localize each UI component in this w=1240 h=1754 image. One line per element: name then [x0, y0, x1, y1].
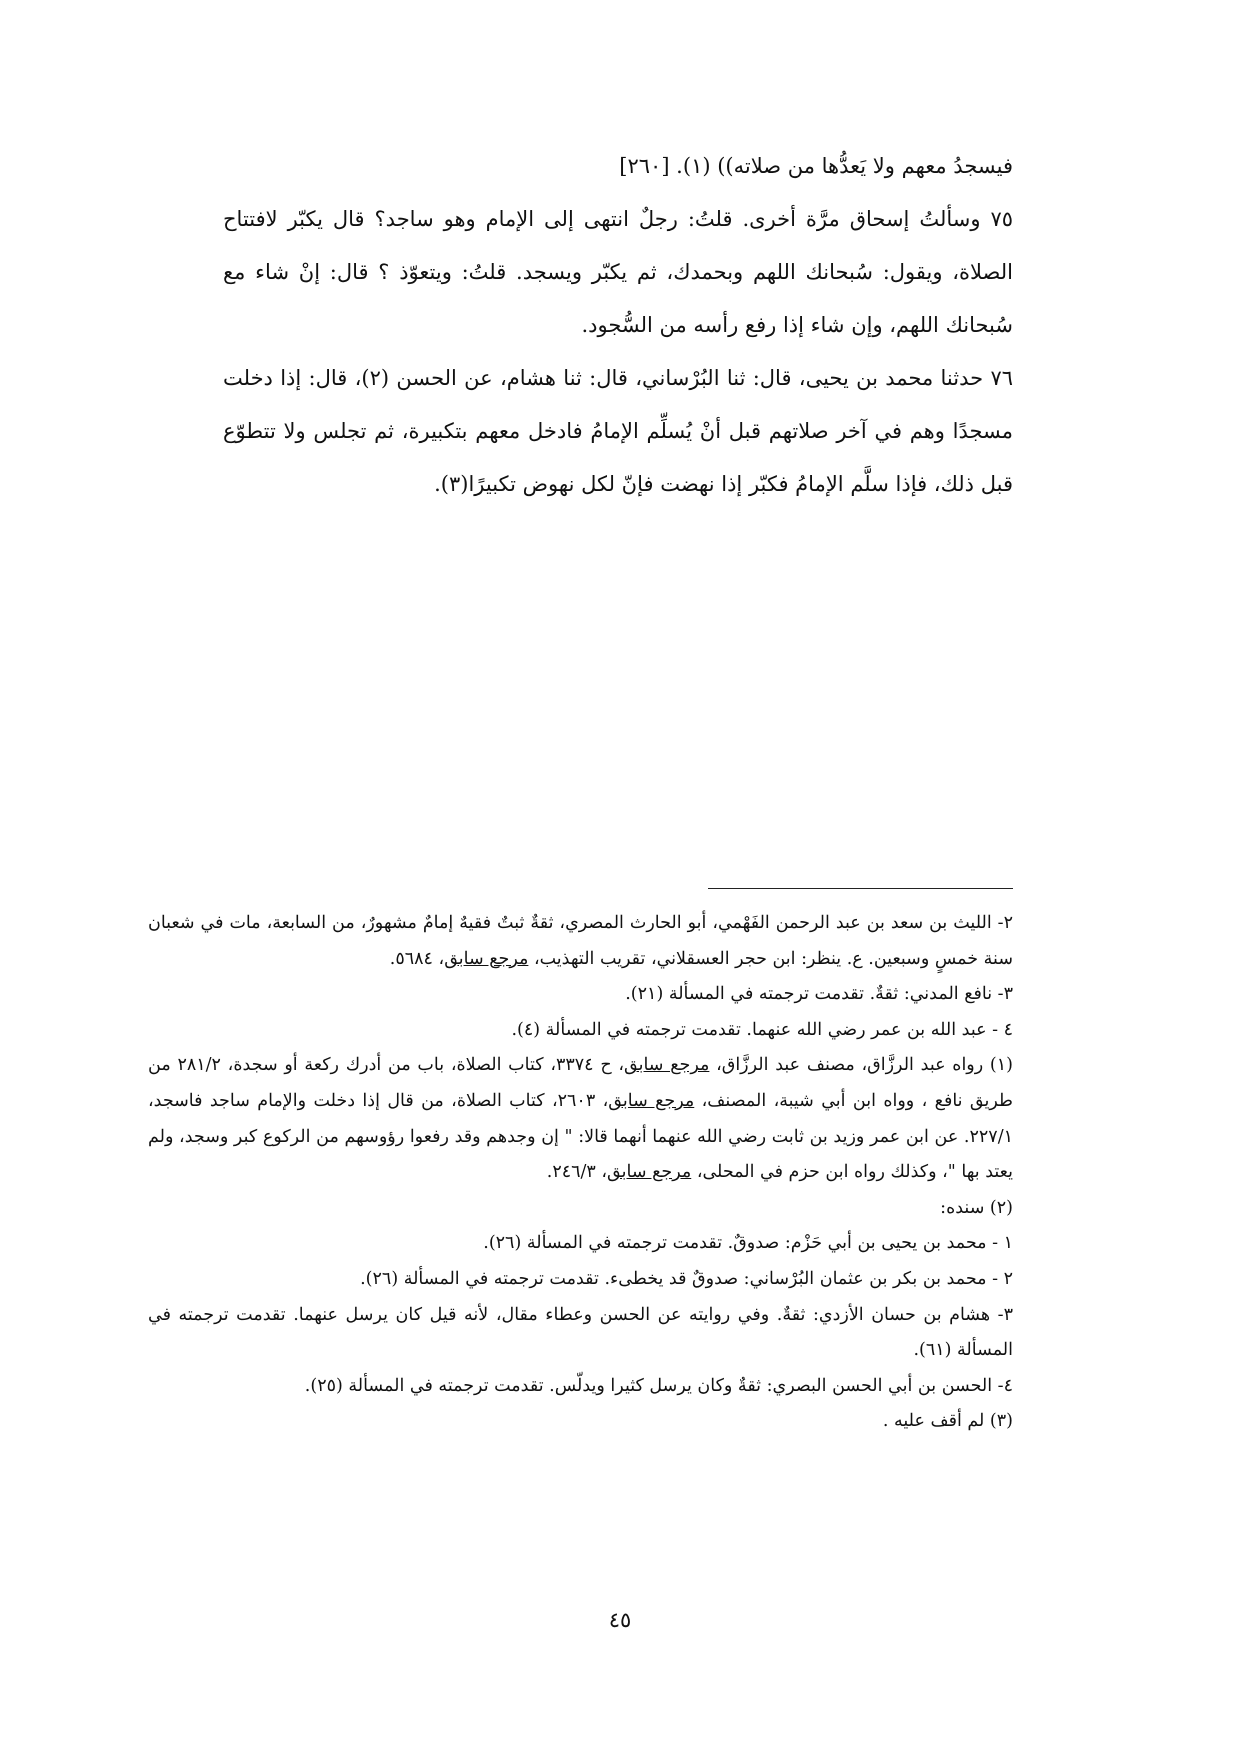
paragraph-opening: فيسجدُ معهم ولا يَعدُّها من صلاته)) (١). [٢٦٠] — [619, 154, 1013, 178]
paragraph-76: ٧٦ حدثنا محمد بن يحيى، قال: ثنا البُرْساني، قال: ثنا هشام، عن الحسن (٢)، قال: إذا دخلت مسجدًا وهم في آخر صلاتهم قبل أنْ يُسلِّم الإمامُ فادخل معهم بتكبيرة، ثم تجلس ولا تتطوّع قبل ذلك، فإذا سلَّم الإمامُ فكبّر إذا نهضت فإنّ لكل نهوض تكبيرًا(٣). — [223, 366, 1013, 496]
reference-link: مرجع سابق — [608, 1090, 695, 1111]
footnote-item: ٣- نافع المدني: ثقةٌ. تقدمت ترجمته في المسألة (٢١). — [625, 984, 1013, 1005]
reference-link: مرجع سابق — [607, 1162, 692, 1183]
footnote-item: (٢) سنده: — [940, 1197, 1013, 1218]
footnote-item: ٤- الحسن بن أبي الحسن البصري: ثقةٌ وكان يرسل كثيرا ويدلّس. تقدمت ترجمته في المسألة (٢٥). — [304, 1375, 1013, 1396]
footnote-separator — [708, 888, 1013, 889]
footnote-item: ٤ - عبد الله بن عمر رضي الله عنهما. تقدمت ترجمته في المسألة (٤). — [511, 1019, 1013, 1040]
footnote-item: ٢- الليث بن سعد بن عبد الرحمن الفَهْمي، أبو الحارث المصري، ثقةٌ ثبتٌ فقيهٌ إمامٌ مشهورٌ، من السابعة، مات في شعبان سنة خمسٍ وسبعين. ع. ينظر: ابن حجر العسقلاني، تقريب التهذيب، مرجع سابق، ٥٦٨٤. — [148, 913, 1013, 969]
reference-link: مرجع سابق — [444, 948, 529, 969]
page-number: ٤٥ — [608, 1608, 632, 1632]
paragraph-75: ٧٥ وسألتُ إسحاق مرَّة أخرى. قلتُ: رجلٌ انتهى إلى الإمام وهو ساجد؟ قال يكبّر لافتتاح الصلاة، ويقول: سُبحانك اللهم وبحمدك، ثم يكبّر ويسجد. قلتُ: ويتعوّذ ؟ قال: إنْ شاء مع سُبحانك اللهم، وإن شاء إذا رفع رأسه من السُّجود. — [223, 207, 1013, 337]
footnote-item: (٣) لم أقف عليه . — [882, 1411, 1013, 1432]
footnote-item: (١) رواه عبد الرزَّاق، مصنف عبد الرزَّاق، مرجع سابق، ح ٣٣٧٤، كتاب الصلاة، باب من أدرك ركعة أو سجدة، ٢٨١/٢ من طريق نافع ، وواه ابن أبي شيبة، المصنف، مرجع سابق، ٢٦٠٣، كتاب الصلاة، من قال إذا دخلت والإمام ساجد فاسجد، ٢٢٧/١. عن ابن عمر وزيد بن ثابت رضي الله عنهما أنهما قالا: " إن وجدهم وقد رفعوا رؤوسهم من الركوع كبر وسجد، ولم يعتد بها "، وكذلك رواه ابن حزم في المحلى، مرجع سابق، ٢٤٦/٣. — [148, 1055, 1013, 1183]
footnote-item: ٣- هشام بن حسان الأزدي: ثقةٌ. وفي روايته عن الحسن وعطاء مقال، لأنه قيل كان يرسل عنهما. تقدمت ترجمته في المسألة (٦١). — [148, 1304, 1013, 1361]
footnote-item: ٢ - محمد بن بكر بن عثمان البُرْساني: صدوقٌ قد يخطىء. تقدمت ترجمته في المسألة (٢٦). — [360, 1268, 1013, 1289]
footnotes-section — [148, 906, 1013, 1440]
main-body-text — [223, 140, 1013, 511]
footnote-item: ١ - محمد بن يحيى بن أبي حَزْم: صدوقٌ. تقدمت ترجمته في المسألة (٢٦). — [483, 1233, 1013, 1254]
reference-link: مرجع سابق — [624, 1055, 710, 1076]
